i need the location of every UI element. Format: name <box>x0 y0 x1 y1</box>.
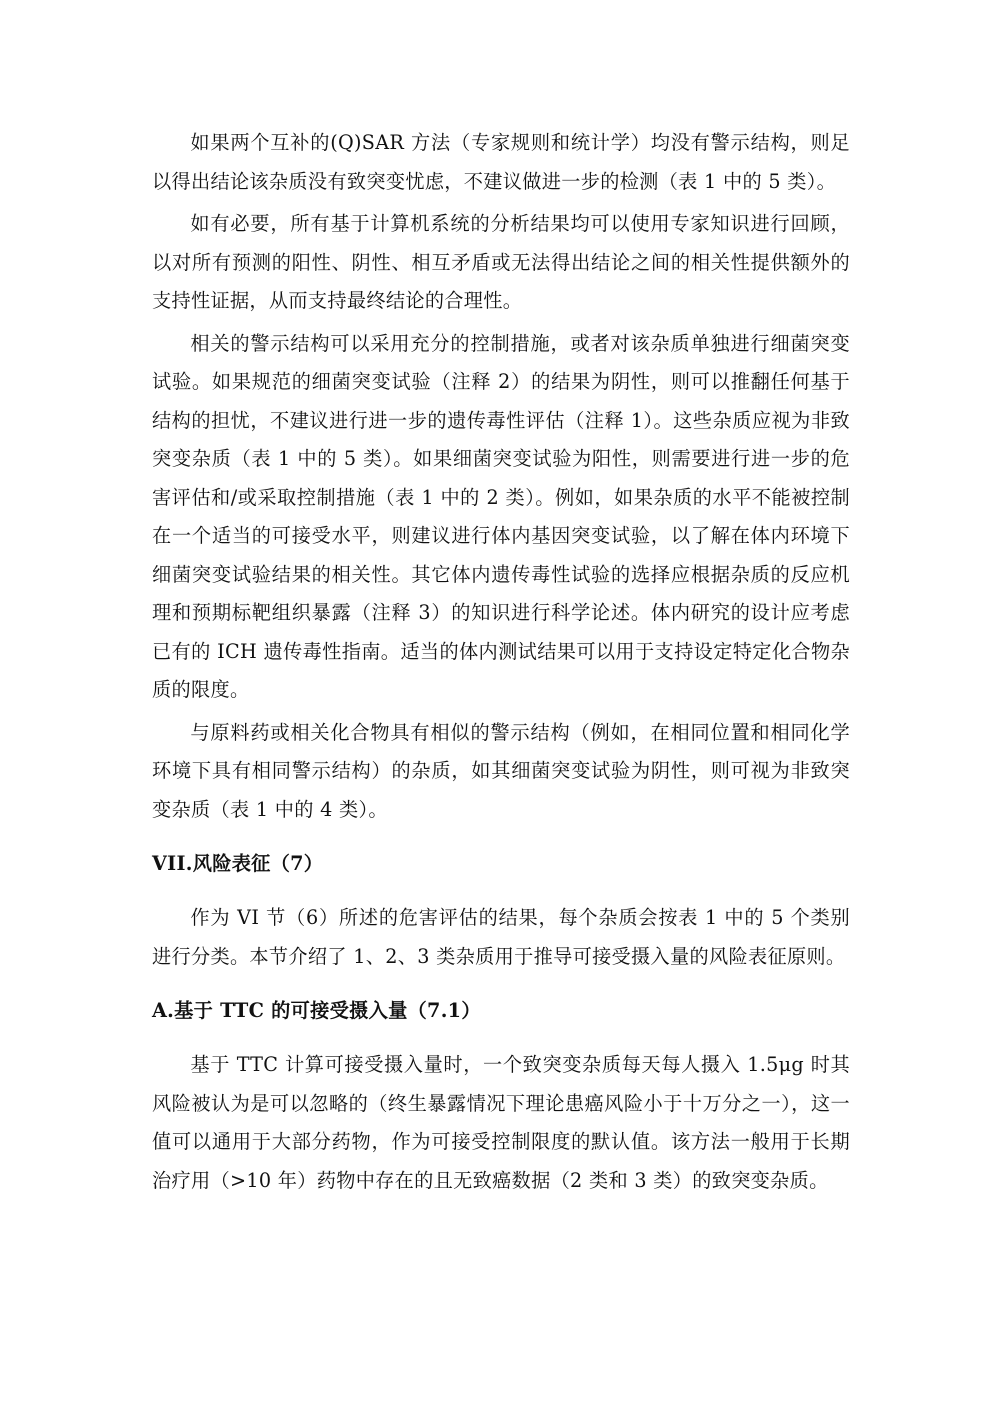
section-heading-vii: VII.风险表征（7） <box>152 852 324 875</box>
paragraph-expert-review: 如有必要，所有基于计算机系统的分析结果均可以使用专家知识进行回顾，以对所有预测的阳性、阴性、相互矛盾或无法得出结论之间的相关性提供额外的支持性证据，从而支持最终结论的合理性。 <box>152 212 850 312</box>
section-heading-a: A.基于 TTC 的可接受摄入量（7.1） <box>152 999 481 1022</box>
paragraph-ttc-acceptable-intake: 基于 TTC 计算可接受摄入量时，一个致突变杂质每天每人摄入 1.5μg 时其风险被认为是可以忽略的（终生暴露情况下理论患癌风险小于十万分之一），这一值可以通用于大部分药物，作为可接受控制限度的默认值。该方法一般用于长期治疗用（>10 年）药物中存在的且无致癌数据（2 类和 3 类）的致突变杂质。 <box>152 1053 850 1192</box>
paragraph-bacterial-mutation-test: 相关的警示结构可以采用充分的控制措施，或者对该杂质单独进行细菌突变试验。如果规范的细菌突变试验（注释 2）的结果为阴性，则可以推翻任何基于结构的担忧，不建议进行进一步的遗传毒性评估（注释 1）。这些杂质应视为非致突变杂质（表 1 中的 5 类）。如果细菌突变试验为阳性，则需要进行进一步的危害评估和/或采取控制措施（表 1 中的 2 类）。例如，如果杂质的水平不能被控制在一个适当的可接受水平，则建议进行体内基因突变试验，以了解在体内环境下细菌突变试验结果的相关性。其它体内遗传毒性试验的选择应根据杂质的反应机理和预期标靶组织暴露（注释 3）的知识进行科学论述。体内研究的设计应考虑已有的 ICH 遗传毒性指南。适当的体内测试结果可以用于支持设定特定化合物杂质的限度。 <box>152 331 850 701</box>
paragraph-similar-alert-structure: 与原料药或相关化合物具有相似的警示结构（例如，在相同位置和相同化学环境下具有相同警示结构）的杂质，如其细菌突变试验为阴性，则可视为非致突变杂质（表 1 中的 4 类）。 <box>152 720 850 821</box>
paragraph-risk-characterization: 作为 VI 节（6）所述的危害评估的结果，每个杂质会按表 1 中的 5 个类别进行分类。本节介绍了 1、2、3 类杂质用于推导可接受摄入量的风险表征原则。 <box>152 906 850 968</box>
paragraph-qsar-conclusion: 如果两个互补的(Q)SAR 方法（专家规则和统计学）均没有警示结构，则足以得出结论该杂质没有致突变忧虑，不建议做进一步的检测（表 1 中的 5 类）。 <box>152 131 850 193</box>
page-content <box>152 124 850 1200</box>
